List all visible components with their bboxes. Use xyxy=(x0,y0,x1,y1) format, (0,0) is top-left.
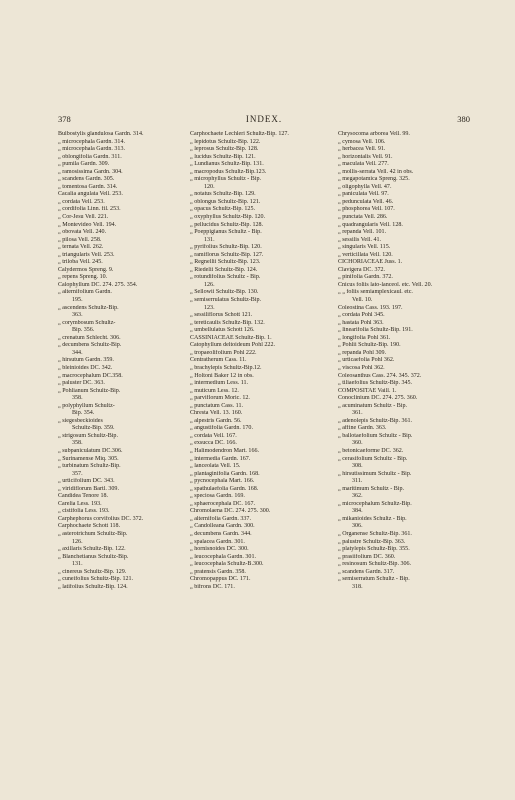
index-entry: „ paniculata Vell. 97. xyxy=(338,191,389,198)
page-header xyxy=(58,114,470,126)
index-entry: 357. xyxy=(72,470,83,477)
index-entry: „ angustifolia Gardn. 170. xyxy=(190,425,253,432)
index-entry: „ tomentosa Gardn. 314. xyxy=(58,183,118,190)
index-entry: „ exsucca DC. 166. xyxy=(190,440,237,447)
index-entry: „ acuminatum Schultz - Bip. xyxy=(338,402,408,409)
index-entry: 308. xyxy=(352,463,363,470)
index-entry: „ „ foliis semiamplexicaul. etc. xyxy=(338,289,413,296)
page-number-right: 380 xyxy=(457,114,470,124)
index-entry: „ maritimum Schultz - Bip. xyxy=(338,485,405,492)
index-entry: „ lucidus Schultz-Bip. 121. xyxy=(190,153,256,160)
index-entry: „ verticillata Vell. 120. xyxy=(338,251,393,258)
index-entry: „ bifrons DC. 171. xyxy=(190,583,235,590)
index-entry: Coleosanthus Cass. 274. 345. 372. xyxy=(338,372,422,379)
index-entry: „ adenolepis Schultz-Bip. 361. xyxy=(338,417,413,424)
index-entry: „ pinifolia Gardn. 372. xyxy=(338,274,393,281)
index-entry: „ polyphyllum Schultz- xyxy=(58,402,115,409)
index-entry: „ obovata Vell. 240. xyxy=(58,229,107,236)
index-entry: Centratherum Cass. 11. xyxy=(190,357,247,364)
index-entry: „ ramosissima Gardn. 304. xyxy=(58,168,123,175)
index-entry: „ decumbens Schultz-Bip. xyxy=(58,342,122,349)
index-entry: „ triloba Vell. 245. xyxy=(58,259,103,266)
index-entry: „ Cor-Jesu Vell. 221. xyxy=(58,214,109,221)
index-entry: „ microcephalum Schultz-Bip. xyxy=(338,500,412,507)
index-entry: Cacalia angulata Vell. 253. xyxy=(58,191,123,198)
index-entry: „ oblongus Schultz-Bip. 121. xyxy=(190,198,261,205)
index-entry: „ pyrifolius Schultz-Bip. 120. xyxy=(190,244,262,251)
index-entry: „ speciosa Gardn. 169. xyxy=(190,493,245,500)
index-entry: „ pratensis Gardn. 358. xyxy=(190,568,246,575)
index-entry: „ Pohlianum Schultz-Bip. xyxy=(58,387,121,394)
index-entry: Carphochaete Lechleri Schultz-Bip. 127. xyxy=(190,131,289,137)
index-entry: „ palustre Schultz-Bip. 363. xyxy=(338,538,406,545)
index-entry: „ affine Gardn. 363. xyxy=(338,425,387,432)
index-entry: „ Riedelii Schultz-Bip. 124. xyxy=(190,266,258,273)
index-entry: „ oblongifolia Gardn. 311. xyxy=(58,153,122,160)
index-entry: „ Regnellii Schultz-Bip. 123. xyxy=(190,259,261,266)
index-entry: „ hastata Pohl 363. xyxy=(338,319,384,326)
index-entry: Chresta Vell. 13. 160. xyxy=(190,410,243,417)
index-column-2 xyxy=(190,131,322,591)
index-entry: „ microcephala Gardn. 314. xyxy=(58,138,125,145)
index-entry: Chrysocoma arborea Vell. 99. xyxy=(338,131,410,137)
index-entry: „ spathulaefolia Gardn. 168. xyxy=(190,485,259,492)
index-entry: „ Organense Schultz-Bip. 361. xyxy=(338,530,412,537)
index-entry: „ turbinatum Schultz-Bip. xyxy=(58,463,121,470)
page-number-left: 378 xyxy=(58,114,71,124)
index-entry: 360. xyxy=(352,440,363,447)
index-entry: „ pedunculata Vell. 46. xyxy=(338,198,394,205)
index-entry: Vell. 10. xyxy=(352,297,373,304)
index-entry: Calydermos Spreng. 9. xyxy=(58,266,114,273)
index-entry: „ mollis-serrata Vell. 42 in obs. xyxy=(338,168,414,175)
index-entry: „ microcephala Gardn. 313. xyxy=(58,146,125,153)
index-entry: „ cordata Pohl 345. xyxy=(338,312,385,319)
index-entry: „ punctata Vell. 286. xyxy=(338,214,388,221)
index-entry: „ viscosa Pohl 362. xyxy=(338,364,385,371)
index-entry: „ oligophylla Vell. 47. xyxy=(338,183,392,190)
index-entry: „ Lundianus Schultz-Bip. 131. xyxy=(190,161,264,168)
index-entry: „ axillaris Schultz-Bip. 122. xyxy=(58,546,126,553)
index-entry: „ tereticaulis Schultz-Bip. 132. xyxy=(190,319,265,326)
page-title: INDEX. xyxy=(245,114,283,124)
index-entry: „ crenatum Schlecht. 306. xyxy=(58,334,121,341)
index-entry: Carphephorus corvifolius DC. 372. xyxy=(58,515,144,522)
index-entry: „ plantaginifolia Gardn. 168. xyxy=(190,470,260,477)
index-entry: „ paluster DC. 363. xyxy=(58,380,105,387)
index-entry: Clavigera DC. 372. xyxy=(338,266,386,273)
index-entry: Cnicus foliis lato-lanceol. etc. Vell. 20. xyxy=(338,281,433,288)
index-entry: „ repanda Pohl 309. xyxy=(338,349,387,356)
index-entry: „ hirsutissimum Schultz - Bip. xyxy=(338,470,412,477)
index-entry: 361. xyxy=(352,410,363,417)
index-entry: „ Sellowii Schultz-Bip. 130. xyxy=(190,289,259,296)
index-entry: „ parviflorum Moric. 12. xyxy=(190,395,250,402)
index-entry: 126. xyxy=(204,281,215,288)
index-entry: „ horizontalis Vell. 91. xyxy=(338,153,393,160)
index-entry: „ intermedium Less. 11. xyxy=(190,380,249,387)
index-entry: „ siegesbeckioides xyxy=(58,417,103,424)
index-entry: „ tiliaefolius Schultz-Bip. 345. xyxy=(338,380,413,387)
index-entry: „ cordifolia Linn. fil. 253. xyxy=(58,206,121,213)
index-entry: „ pycnocephala Mart. 166. xyxy=(190,478,255,485)
index-entry: Chromopappus DC. 171. xyxy=(190,576,251,583)
index-entry: „ sessilis Vell. 41. xyxy=(338,236,382,243)
index-entry: „ strigosum Schultz-Bip. xyxy=(58,432,118,439)
index-entry: „ ballotaefolium Schultz - Bip. xyxy=(338,432,413,439)
index-entry: „ longifolia Pohl 361. xyxy=(338,334,391,341)
index-entry: „ betonicaeforme DC. 362. xyxy=(338,447,404,454)
index-entry: „ hirsutum Gardn. 359. xyxy=(58,357,114,364)
index-entry: „ Halimodendron Mart. 166. xyxy=(190,447,260,454)
index-entry: 311. xyxy=(352,478,363,485)
index-entry: „ singularis Vell. 115. xyxy=(338,244,391,251)
index-entry: „ viridiflorum Bartl. 309. xyxy=(58,485,119,492)
index-entry: „ latifolius Schultz-Bip. 124. xyxy=(58,583,128,590)
index-entry: „ lepidotus Schultz-Bip. 122. xyxy=(190,138,261,145)
index-entry: „ notatus Schultz-Bip. 129. xyxy=(190,191,256,198)
index-entry: „ macropodus Schultz-Bip.123. xyxy=(190,168,267,175)
index-entry: „ Montevideo Vell. 194. xyxy=(58,221,117,228)
index-entry: „ sphaerocephala DC. 167. xyxy=(190,500,255,507)
index-entry: „ repanda Vell. 101. xyxy=(338,229,387,236)
index-column-3 xyxy=(338,131,472,591)
index-entry: „ phosphorea Vell. 107. xyxy=(338,206,395,213)
index-entry: CASSINIACEAE Schultz-Bip. 1. xyxy=(190,334,272,341)
index-entry: 384. xyxy=(352,508,363,515)
index-entry: „ ramiflorus Schultz-Bip. 127. xyxy=(190,251,264,258)
index-entry: „ decumbens Gardn. 344. xyxy=(190,530,252,537)
index-entry: „ urticaefolia Pohl 362. xyxy=(338,357,395,364)
index-entry: Carphochaete Schott 118. xyxy=(58,523,121,530)
index-entry: 306. xyxy=(352,523,363,530)
index-entry: „ Candolleana Gardn. 300. xyxy=(190,523,255,530)
index-entry: „ herbacea Vell. 91. xyxy=(338,146,386,153)
index-entry: CICHORIACEAE Juss. 1. xyxy=(338,259,403,266)
index-entry: „ opacus Schultz-Bip. 125. xyxy=(190,206,255,213)
index-entry: 131. xyxy=(204,236,215,243)
index-entry: Bip. 356. xyxy=(72,327,95,334)
index-entry: 120. xyxy=(204,183,215,190)
index-entry: 195. xyxy=(72,297,83,304)
index-entry: „ leucocephala Schultz-B.300. xyxy=(190,561,264,568)
index-entry: „ prasiifolium DC. 360. xyxy=(338,553,396,560)
index-entry: „ repens Spreng. 10. xyxy=(58,274,108,281)
index-entry: Calophyllum DC. 274. 275. 354. xyxy=(58,281,138,288)
index-entry: „ ascendens Schultz-Bip. xyxy=(58,304,119,311)
index-entry: 318. xyxy=(352,583,363,590)
index-entry: „ linearifolia Schultz-Bip. 191. xyxy=(338,327,413,334)
index-entry: Catophyllum deltoideum Pohl 222. xyxy=(190,342,275,349)
index-entry: COMPOSITAE Vaill. 1. xyxy=(338,387,397,394)
index-entry: „ bleinioides DC. 342. xyxy=(58,364,113,371)
index-entry: „ lanceolata Vell. 15. xyxy=(190,463,241,470)
index-entry: „ ternata Vell. 262. xyxy=(58,244,104,251)
index-entry: „ quadrangularis Vell. 128. xyxy=(338,221,403,228)
index-entry: „ Blanchetianus Schultz-Bip. xyxy=(58,553,129,560)
index-entry: „ urticifolium DC. 343. xyxy=(58,478,115,485)
index-entry: „ cerasifolium Schultz - Bip. xyxy=(338,455,408,462)
index-entry: 126. xyxy=(72,538,83,545)
index-entry: Conoclinium DC. 274. 275. 360. xyxy=(338,395,418,402)
index-entry: „ Holtoni Baker 12 in obs. xyxy=(190,372,254,379)
index-column-1 xyxy=(58,131,176,591)
index-entry: „ scandens Gardn. 317. xyxy=(338,568,395,575)
index-entry: „ alternifolia Gardn. 337. xyxy=(190,515,251,522)
index-entry: 362. xyxy=(352,493,363,500)
index-entry: „ oxyphyllus Schultz-Bip. 120. xyxy=(190,214,266,221)
index-entry: „ cymosa Vell. 106. xyxy=(338,138,386,145)
index-entry: „ hornisnoides DC. 300. xyxy=(190,546,249,553)
index-entry: Carelia Less. 193. xyxy=(58,500,102,507)
index-entry: „ umbellulatus Schott 126. xyxy=(190,327,255,334)
index-entry: „ punctatum Cass. 11. xyxy=(190,402,244,409)
index-entry: 123. xyxy=(204,304,215,311)
index-entry: „ resinosum Schultz-Bip. 306. xyxy=(338,561,412,568)
index-entry: „ scandens Gardn. 305. xyxy=(58,176,115,183)
index-entry: „ megapotamica Spreng. 325. xyxy=(338,176,410,183)
index-entry: „ pellucidus Schultz-Bip. 128. xyxy=(190,221,264,228)
index-entry: „ sessiliflorus Schott 121. xyxy=(190,312,253,319)
index-entry: „ pumila Gardn. 309. xyxy=(58,161,110,168)
index-entry: „ brachylepis Schultz-Bip.12. xyxy=(190,364,262,371)
index-entry: „ leprosus Schultz-Bip. 128. xyxy=(190,146,259,153)
index-entry: „ maculata Vell. 277. xyxy=(338,161,389,168)
index-entry: „ rotundifolius Schultz - Bip. xyxy=(190,274,261,281)
index-entry: 344. xyxy=(72,349,83,356)
index-entry: „ asterotrichum Schultz-Bip. xyxy=(58,530,128,537)
index-entry: „ intermedia Gardn. 167. xyxy=(190,455,251,462)
index-entry: „ cordata Vell. 167. xyxy=(190,432,237,439)
index-entry: 131. xyxy=(72,561,83,568)
index-entry: „ subpaniculatum DC.306. xyxy=(58,447,123,454)
index-entry: 363. xyxy=(72,312,83,319)
index-entry: „ microphyllus Schultz - Bip. xyxy=(190,176,262,183)
index-entry: „ corymbosum Schultz- xyxy=(58,319,116,326)
index-entry: „ Pohlii Schultz-Bip. 190. xyxy=(338,342,401,349)
index-entry: „ pilosa Vell. 258. xyxy=(58,236,102,243)
index-entry: „ tropaeolifolium Pohl 222. xyxy=(190,349,257,356)
index-entry: „ leucocephala Gardn. 301. xyxy=(190,553,256,560)
index-entry: Bip. 354. xyxy=(72,410,95,417)
index-entry: „ semiserrulatus Schultz-Bip. xyxy=(190,297,262,304)
index-entry: „ cuneifolius Schultz-Bip. 121. xyxy=(58,576,134,583)
index-entry: „ spalacea Gardn. 301. xyxy=(190,538,245,545)
index-entry: „ cistifolia Less. 193. xyxy=(58,508,110,515)
index-entry: 358. xyxy=(72,440,83,447)
index-entry: „ mikanioides Schultz - Bip. xyxy=(338,515,407,522)
index-entry: „ Poeppigianus Schultz - Bip. xyxy=(190,229,262,236)
index-entry: Chromolaena DC. 274. 275. 300. xyxy=(190,508,271,515)
index-entry: Coleostina Cass. 193. 197. xyxy=(338,304,403,311)
index-entry: Bulbostylis glandulosa Gardn. 314. xyxy=(58,131,144,137)
index-entry: „ cinereus Schultz-Bip. 129. xyxy=(58,568,127,575)
index-entry: Schultz-Bip. 359. xyxy=(72,425,115,432)
index-entry: 358. xyxy=(72,395,83,402)
index-entry: „ macrocephalum DC.358. xyxy=(58,372,123,379)
index-entry: „ platylepis Schultz-Bip. 355. xyxy=(338,546,410,553)
index-entry: „ semiserratum Schultz - Bip. xyxy=(338,576,410,583)
index-entry: „ triangularis Vell. 253. xyxy=(58,251,115,258)
index-entry: „ muticum Less. 12. xyxy=(190,387,239,394)
index-entry: „ alternifolium Gardn. xyxy=(58,289,112,296)
index-entry: „ alpestris Gardn. 56. xyxy=(190,417,242,424)
index-entry: „ Surinamense Miq. 305. xyxy=(58,455,119,462)
index-entry: „ cordata Vell. 253. xyxy=(58,198,105,205)
index-entry: Candidea Tenore 18. xyxy=(58,493,109,500)
